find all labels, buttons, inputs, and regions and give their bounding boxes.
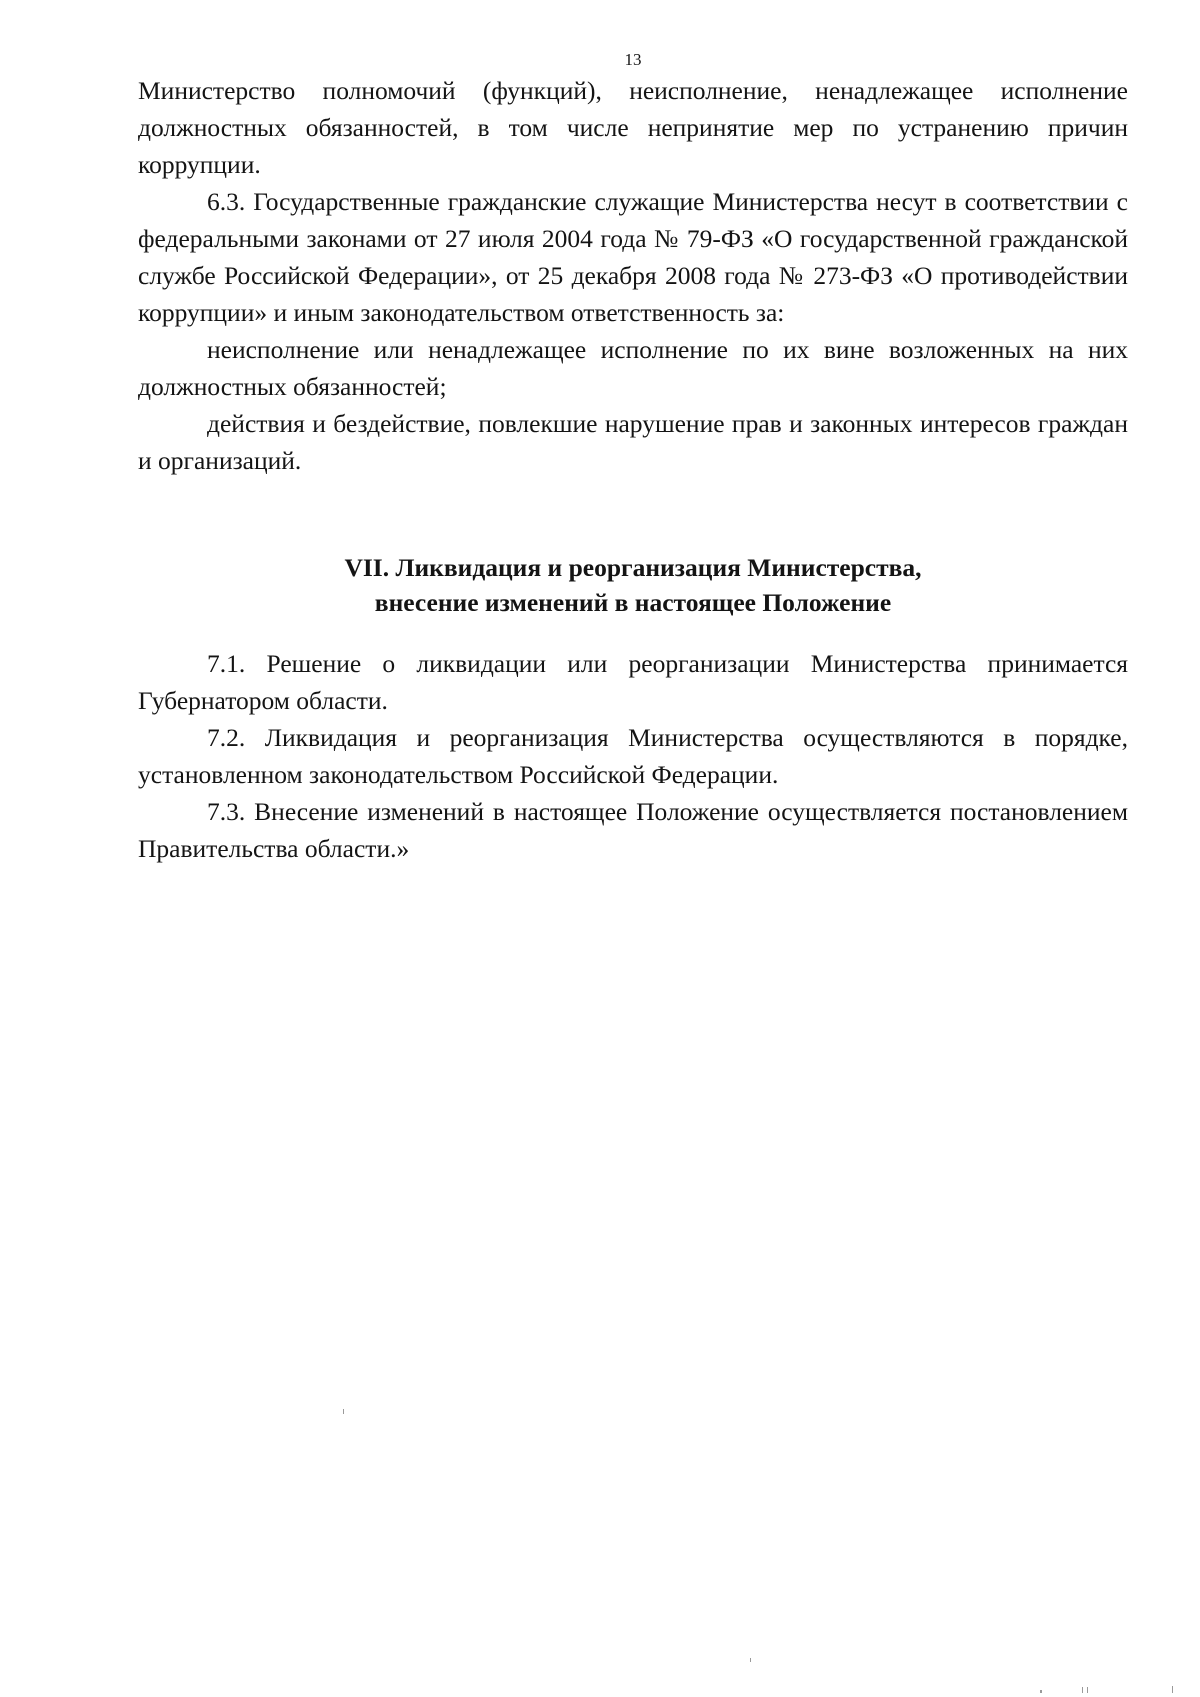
scan-artifact (1172, 1686, 1173, 1693)
paragraph-liability-item-2: действия и бездействие, повлекшие нарушение прав и законных интересов граждан и организаций. (138, 409, 1128, 475)
section-heading (138, 550, 1128, 620)
paragraph-continuation: Министерство полномочий (функций), неисполнение, ненадлежащее исполнение должностных обязанностей, в том числе непринятие мер по устранению причин коррупции. (138, 76, 1128, 179)
scan-artifact (343, 1409, 344, 1414)
page-number: 13 (624, 50, 642, 69)
scan-artifact (1082, 1687, 1083, 1693)
section-heading-line-2: внесение изменений в настоящее Положение (374, 588, 892, 617)
paragraph-7-2: 7.2. Ликвидация и реорганизация Министерства осуществляются в порядке, установленном законодательством Российской Федерации. (138, 723, 1128, 789)
body-text-section-7 (138, 645, 1128, 867)
scan-artifact (1040, 1690, 1042, 1693)
scan-artifact (750, 1658, 751, 1662)
paragraph-6-3: 6.3. Государственные гражданские служащие Министерства несут в соответствии с федеральными законами от 27 июля 2004 года № 79-ФЗ «О государственной гражданской службе Российской Федерации», от 25 декабря 2008 года № 273-ФЗ «О противодействии коррупции» и иным законодательством ответственность за: (138, 187, 1128, 327)
body-text-top (138, 72, 1128, 479)
paragraph-7-3: 7.3. Внесение изменений в настоящее Положение осуществляется постановлением Правительства области.» (138, 797, 1128, 863)
scan-artifact (1087, 1687, 1088, 1693)
paragraph-liability-item-1: неисполнение или ненадлежащее исполнение по их вине возложенных на них должностных обязанностей; (138, 335, 1128, 401)
section-heading-line-1: VII. Ликвидация и реорганизация Министерства, (344, 553, 922, 582)
paragraph-7-1: 7.1. Решение о ликвидации или реорганизации Министерства принимается Губернатором области. (138, 649, 1128, 715)
